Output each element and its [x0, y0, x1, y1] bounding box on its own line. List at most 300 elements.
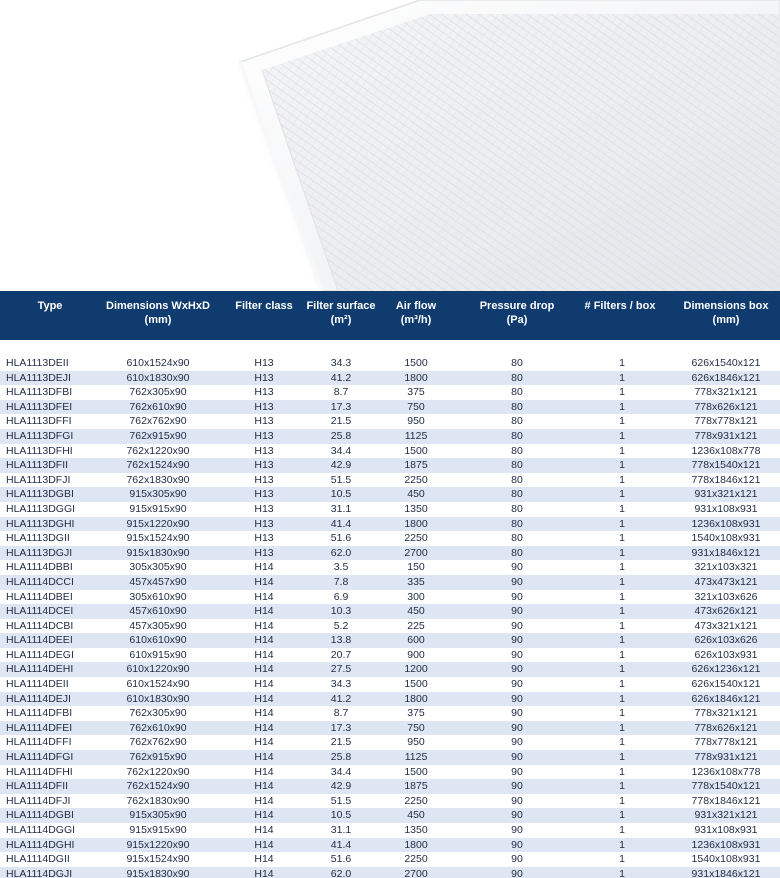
cell-filter-surface: 31.1 — [330, 502, 352, 515]
column-header-dimensions-box — [672, 299, 780, 327]
table-row — [0, 677, 780, 692]
cell-filters-per-box: 1 — [619, 488, 625, 501]
column-header-unit: (mm) — [712, 314, 740, 326]
cell-pressure-drop: 80 — [511, 517, 523, 530]
table-row — [0, 779, 780, 794]
cell-dimensions-box: 778x778x121 — [694, 736, 758, 749]
cell-filter-surface: 41.4 — [330, 838, 352, 851]
cell-filter-class: H13 — [254, 415, 274, 428]
cell-dimensions-box: 931x321x121 — [694, 809, 758, 822]
cell-pressure-drop: 90 — [511, 780, 523, 793]
cell-type: HLA1114DBEI — [6, 590, 73, 603]
cell-filters-per-box: 1 — [619, 444, 625, 457]
cell-pressure-drop: 90 — [511, 648, 523, 661]
cell-dimensions: 762x1220x90 — [126, 444, 190, 457]
cell-pressure-drop: 80 — [511, 400, 523, 413]
cell-pressure-drop: 80 — [511, 415, 523, 428]
cell-filters-per-box: 1 — [619, 415, 625, 428]
cell-filter-class: H14 — [254, 765, 274, 778]
cell-filter-surface: 21.5 — [330, 415, 352, 428]
table-row — [0, 575, 780, 590]
cell-type: HLA1113DGJI — [6, 546, 73, 559]
cell-filter-class: H14 — [254, 561, 274, 574]
cell-dimensions-box: 931x108x931 — [694, 502, 758, 515]
cell-dimensions-box: 931x321x121 — [694, 488, 758, 501]
cell-dimensions: 762x610x90 — [129, 721, 187, 734]
cell-filter-class: H14 — [254, 794, 274, 807]
cell-air-flow: 335 — [407, 575, 425, 588]
column-header-unit: (mm) — [144, 314, 172, 326]
cell-filter-class: H13 — [254, 357, 274, 369]
cell-dimensions: 915x1830x90 — [126, 546, 190, 559]
table-row — [0, 429, 780, 444]
column-header-label: Filter surface — [306, 300, 376, 312]
cell-pressure-drop: 80 — [511, 546, 523, 559]
cell-filters-per-box: 1 — [619, 648, 625, 661]
table-row — [0, 721, 780, 736]
column-header-label: Air flow — [395, 300, 437, 312]
cell-dimensions-box: 1540x108x931 — [691, 853, 761, 866]
cell-filters-per-box: 1 — [619, 634, 625, 647]
cell-filter-surface: 13.8 — [330, 634, 352, 647]
cell-dimensions-box: 931x1846x121 — [691, 546, 761, 559]
cell-filter-class: H14 — [254, 634, 274, 647]
cell-air-flow: 375 — [407, 386, 425, 399]
cell-filters-per-box: 1 — [619, 853, 625, 866]
cell-filter-class: H13 — [254, 473, 274, 486]
table-row — [0, 765, 780, 780]
cell-filter-surface: 42.9 — [330, 459, 352, 472]
cell-dimensions-box: 1540x108x931 — [691, 532, 761, 545]
cell-dimensions-box: 778x321x121 — [694, 386, 758, 399]
cell-pressure-drop: 80 — [511, 459, 523, 472]
cell-air-flow: 750 — [407, 721, 425, 734]
cell-type: HLA1114DFHI — [6, 765, 73, 778]
cell-type: HLA1114DBBI — [6, 561, 73, 574]
cell-filter-surface: 51.5 — [330, 473, 352, 486]
cell-dimensions-box: 626x1846x121 — [691, 692, 761, 705]
cell-air-flow: 450 — [407, 605, 425, 618]
cell-filter-class: H13 — [254, 429, 274, 442]
cell-type: HLA1114DGHI — [6, 838, 75, 851]
cell-dimensions: 762x610x90 — [129, 400, 187, 413]
cell-filter-class: H13 — [254, 517, 274, 530]
table-row — [0, 604, 780, 619]
cell-dimensions-box: 626x1236x121 — [691, 663, 761, 676]
cell-dimensions: 762x915x90 — [129, 429, 187, 442]
cell-dimensions-box: 1236x108x931 — [691, 517, 761, 530]
cell-dimensions-box: 321x103x626 — [694, 590, 758, 603]
table-row — [0, 735, 780, 750]
cell-dimensions-box: 473x473x121 — [694, 575, 758, 588]
cell-dimensions-box: 778x626x121 — [694, 721, 758, 734]
cell-dimensions: 762x1524x90 — [126, 459, 190, 472]
cell-air-flow: 1800 — [404, 838, 428, 851]
cell-dimensions: 610x1830x90 — [126, 371, 190, 384]
cell-filters-per-box: 1 — [619, 678, 625, 691]
table-row — [0, 371, 780, 386]
cell-filter-surface: 41.2 — [330, 371, 352, 384]
cell-pressure-drop: 90 — [511, 809, 523, 822]
cell-filters-per-box: 1 — [619, 517, 625, 530]
cell-dimensions: 915x1830x90 — [126, 867, 190, 878]
cell-filter-class: H13 — [254, 546, 274, 559]
column-header-unit: (m³/h) — [400, 314, 432, 326]
cell-filter-class: H14 — [254, 853, 274, 866]
cell-filter-surface: 3.5 — [333, 561, 349, 574]
cell-dimensions: 762x762x90 — [129, 736, 187, 749]
cell-dimensions: 457x610x90 — [129, 605, 187, 618]
cell-dimensions-box: 778x626x121 — [694, 400, 758, 413]
cell-filter-class: H14 — [254, 809, 274, 822]
cell-dimensions-box: 1236x108x778 — [691, 444, 761, 457]
cell-type: HLA1113DEII — [6, 357, 69, 369]
cell-filter-class: H14 — [254, 824, 274, 836]
cell-air-flow: 900 — [407, 648, 425, 661]
cell-dimensions: 915x915x90 — [129, 502, 187, 515]
cell-pressure-drop: 90 — [511, 619, 523, 632]
cell-filter-surface: 62.0 — [330, 546, 352, 559]
cell-dimensions: 762x1524x90 — [126, 780, 190, 793]
cell-dimensions-box: 473x321x121 — [694, 619, 758, 632]
cell-filter-class: H14 — [254, 867, 274, 878]
cell-filter-class: H14 — [254, 780, 274, 793]
cell-type: HLA1113DGBI — [6, 488, 74, 501]
cell-dimensions-box: 321x103x321 — [694, 561, 758, 574]
table-row — [0, 517, 780, 532]
cell-filter-surface: 31.1 — [330, 824, 352, 836]
table-row — [0, 444, 780, 459]
cell-type: HLA1114DGII — [6, 853, 70, 866]
cell-dimensions: 915x915x90 — [129, 824, 187, 836]
cell-filters-per-box: 1 — [619, 386, 625, 399]
cell-pressure-drop: 90 — [511, 692, 523, 705]
cell-filter-surface: 34.4 — [330, 765, 352, 778]
cell-type: HLA1114DFGI — [6, 751, 74, 764]
cell-filters-per-box: 1 — [619, 692, 625, 705]
cell-filters-per-box: 1 — [619, 532, 625, 545]
cell-pressure-drop: 80 — [511, 371, 523, 384]
cell-filter-surface: 51.5 — [330, 794, 352, 807]
cell-filter-surface: 25.8 — [330, 429, 352, 442]
cell-dimensions: 915x1220x90 — [126, 517, 190, 530]
table-header — [0, 291, 780, 340]
table-row — [0, 473, 780, 488]
cell-type: HLA1113DFII — [6, 459, 69, 472]
cell-type: HLA1113DFEI — [6, 400, 73, 413]
cell-air-flow: 300 — [407, 590, 425, 603]
cell-pressure-drop: 80 — [511, 386, 523, 399]
cell-filter-surface: 10.5 — [330, 809, 352, 822]
cell-dimensions: 610x1220x90 — [126, 663, 190, 676]
cell-dimensions: 915x305x90 — [129, 488, 187, 501]
cell-filter-surface: 8.7 — [333, 386, 349, 399]
cell-pressure-drop: 90 — [511, 867, 523, 878]
cell-pressure-drop: 80 — [511, 357, 523, 369]
cell-filter-surface: 10.5 — [330, 488, 352, 501]
table-row — [0, 546, 780, 561]
cell-filter-class: H13 — [254, 459, 274, 472]
cell-filters-per-box: 1 — [619, 765, 625, 778]
cell-filter-class: H14 — [254, 707, 274, 720]
cell-filter-class: H14 — [254, 838, 274, 851]
cell-filter-class: H14 — [254, 692, 274, 705]
table-row — [0, 794, 780, 809]
cell-filter-surface: 25.8 — [330, 751, 352, 764]
cell-pressure-drop: 90 — [511, 634, 523, 647]
cell-type: HLA1113DGHI — [6, 517, 75, 530]
cell-air-flow: 1875 — [404, 780, 428, 793]
cell-dimensions: 305x305x90 — [129, 561, 187, 574]
cell-air-flow: 1500 — [404, 444, 428, 457]
column-header-air-flow — [384, 299, 448, 327]
cell-dimensions: 610x610x90 — [129, 634, 187, 647]
cell-filter-surface: 17.3 — [330, 400, 352, 413]
cell-air-flow: 1875 — [404, 459, 428, 472]
cell-filter-class: H13 — [254, 444, 274, 457]
cell-dimensions: 915x1524x90 — [126, 532, 190, 545]
cell-type: HLA1113DGGI — [6, 502, 76, 515]
column-header-label: Dimensions WxHxD — [106, 300, 210, 312]
cell-pressure-drop: 80 — [511, 473, 523, 486]
cell-air-flow: 225 — [407, 619, 425, 632]
cell-dimensions: 457x457x90 — [129, 575, 187, 588]
cell-pressure-drop: 90 — [511, 736, 523, 749]
cell-air-flow: 1800 — [404, 517, 428, 530]
cell-air-flow: 600 — [407, 634, 425, 647]
cell-air-flow: 2250 — [404, 794, 428, 807]
cell-filters-per-box: 1 — [619, 838, 625, 851]
cell-filter-class: H14 — [254, 619, 274, 632]
cell-type: HLA1114DGBI — [6, 809, 74, 822]
cell-filter-class: H14 — [254, 721, 274, 734]
cell-filters-per-box: 1 — [619, 605, 625, 618]
cell-filter-surface: 6.9 — [333, 590, 349, 603]
cell-air-flow: 750 — [407, 400, 425, 413]
table-row — [0, 590, 780, 605]
cell-filters-per-box: 1 — [619, 794, 625, 807]
table-row — [0, 414, 780, 429]
cell-air-flow: 1125 — [404, 751, 428, 764]
column-header-label: # Filters / box — [584, 300, 656, 312]
table-row — [0, 619, 780, 634]
cell-dimensions: 610x1524x90 — [126, 357, 190, 369]
cell-dimensions: 762x1220x90 — [126, 765, 190, 778]
table-row — [0, 633, 780, 648]
cell-filter-class: H13 — [254, 400, 274, 413]
cell-dimensions-box: 626x1846x121 — [691, 371, 761, 384]
cell-dimensions-box: 778x321x121 — [694, 707, 758, 720]
cell-filters-per-box: 1 — [619, 400, 625, 413]
cell-type: HLA1114DEGI — [6, 648, 74, 661]
table-row — [0, 838, 780, 853]
cell-filters-per-box: 1 — [619, 357, 625, 369]
cell-filter-class: H13 — [254, 532, 274, 545]
cell-filter-class: H14 — [254, 590, 274, 603]
table-row — [0, 400, 780, 415]
column-header-label: Pressure drop — [479, 300, 555, 312]
cell-dimensions-box: 473x626x121 — [694, 605, 758, 618]
cell-filter-class: H14 — [254, 605, 274, 618]
cell-air-flow: 2250 — [404, 532, 428, 545]
column-header-label: Dimensions box — [683, 300, 769, 312]
cell-dimensions-box: 931x1846x121 — [691, 867, 761, 878]
cell-filters-per-box: 1 — [619, 809, 625, 822]
table-row — [0, 750, 780, 765]
cell-filter-surface: 34.4 — [330, 444, 352, 457]
cell-filters-per-box: 1 — [619, 561, 625, 574]
cell-filter-class: H13 — [254, 488, 274, 501]
cell-dimensions: 762x1830x90 — [126, 473, 190, 486]
cell-type: HLA1114DGJI — [6, 867, 73, 878]
cell-type: HLA1114DFJI — [6, 794, 71, 807]
cell-filter-surface: 34.3 — [330, 678, 352, 691]
cell-filters-per-box: 1 — [619, 619, 625, 632]
cell-pressure-drop: 80 — [511, 532, 523, 545]
table-row — [0, 531, 780, 546]
cell-filters-per-box: 1 — [619, 780, 625, 793]
cell-filters-per-box: 1 — [619, 751, 625, 764]
cell-air-flow: 1500 — [404, 765, 428, 778]
cell-dimensions-box: 778x1540x121 — [691, 459, 761, 472]
table-row — [0, 458, 780, 473]
cell-air-flow: 2700 — [404, 867, 428, 878]
cell-air-flow: 950 — [407, 415, 425, 428]
table-row — [0, 867, 780, 878]
cell-air-flow: 1200 — [404, 663, 428, 676]
cell-dimensions-box: 778x778x121 — [694, 415, 758, 428]
cell-type: HLA1114DEII — [6, 678, 69, 691]
cell-air-flow: 1350 — [404, 502, 428, 515]
cell-type: HLA1114DFBI — [6, 707, 73, 720]
table-row — [0, 648, 780, 663]
cell-filter-surface: 7.8 — [333, 575, 349, 588]
cell-filter-class: H14 — [254, 648, 274, 661]
cell-type: HLA1114DCCI — [6, 575, 74, 588]
cell-dimensions: 762x762x90 — [129, 415, 187, 428]
cell-filter-surface: 27.5 — [330, 663, 352, 676]
cell-pressure-drop: 80 — [511, 502, 523, 515]
cell-filters-per-box: 1 — [619, 663, 625, 676]
cell-filter-surface: 42.9 — [330, 780, 352, 793]
cell-filter-class: H14 — [254, 575, 274, 588]
cell-pressure-drop: 90 — [511, 561, 523, 574]
cell-filter-class: H14 — [254, 751, 274, 764]
cell-pressure-drop: 90 — [511, 838, 523, 851]
cell-dimensions-box: 626x1540x121 — [691, 678, 761, 691]
cell-type: HLA1113DFJI — [6, 473, 71, 486]
cell-filter-class: H14 — [254, 678, 274, 691]
column-header-pressure-drop — [470, 299, 564, 327]
cell-dimensions-box: 626x103x931 — [694, 648, 758, 661]
cell-air-flow: 1800 — [404, 371, 428, 384]
table-row — [0, 706, 780, 721]
cell-dimensions-box: 778x931x121 — [694, 751, 758, 764]
cell-pressure-drop: 80 — [511, 429, 523, 442]
cell-air-flow: 1500 — [404, 357, 428, 369]
cell-air-flow: 1125 — [404, 429, 428, 442]
column-header-label: Filter class — [235, 300, 293, 312]
cell-type: HLA1114DCEI — [6, 605, 74, 618]
cell-filters-per-box: 1 — [619, 824, 625, 836]
cell-filters-per-box: 1 — [619, 429, 625, 442]
filter-panel-image — [0, 0, 780, 291]
cell-pressure-drop: 90 — [511, 794, 523, 807]
table-row — [0, 692, 780, 707]
cell-air-flow: 450 — [407, 488, 425, 501]
cell-type: HLA1114DFEI — [6, 721, 73, 734]
cell-type: HLA1113DFHI — [6, 444, 73, 457]
cell-filters-per-box: 1 — [619, 546, 625, 559]
column-header-type — [0, 299, 100, 313]
cell-air-flow: 450 — [407, 809, 425, 822]
cell-dimensions: 915x305x90 — [129, 809, 187, 822]
cell-dimensions-box: 626x103x626 — [694, 634, 758, 647]
cell-air-flow: 150 — [407, 561, 425, 574]
cell-dimensions-box: 1236x108x778 — [691, 765, 761, 778]
cell-filter-surface: 51.6 — [330, 853, 352, 866]
cell-filter-surface: 41.4 — [330, 517, 352, 530]
cell-filter-surface: 21.5 — [330, 736, 352, 749]
cell-air-flow: 2250 — [404, 473, 428, 486]
column-header-filter-class — [230, 299, 298, 313]
cell-filter-surface: 41.2 — [330, 692, 352, 705]
cell-filter-surface: 62.0 — [330, 867, 352, 878]
table-row — [0, 487, 780, 502]
cell-filter-surface: 5.2 — [333, 619, 349, 632]
cell-type: HLA1114DFFI — [6, 736, 72, 749]
cell-dimensions: 610x1524x90 — [126, 678, 190, 691]
cell-filters-per-box: 1 — [619, 721, 625, 734]
cell-dimensions: 610x915x90 — [129, 648, 187, 661]
product-image — [0, 0, 780, 291]
column-header-filter-surface — [300, 299, 382, 327]
cell-air-flow: 375 — [407, 707, 425, 720]
cell-pressure-drop: 90 — [511, 707, 523, 720]
cell-dimensions: 610x1830x90 — [126, 692, 190, 705]
table-row — [0, 852, 780, 867]
cell-dimensions-box: 931x108x931 — [694, 824, 758, 836]
cell-type: HLA1114DEJI — [6, 692, 71, 705]
cell-filters-per-box: 1 — [619, 736, 625, 749]
cell-filter-surface: 34.3 — [330, 357, 352, 369]
cell-type: HLA1113DFFI — [6, 415, 72, 428]
cell-filter-surface: 10.3 — [330, 605, 352, 618]
column-header-dimensions — [100, 299, 216, 327]
cell-air-flow: 2250 — [404, 853, 428, 866]
cell-filter-surface: 51.6 — [330, 532, 352, 545]
cell-dimensions: 305x610x90 — [129, 590, 187, 603]
table-row — [0, 662, 780, 677]
cell-pressure-drop: 90 — [511, 575, 523, 588]
cell-dimensions: 915x1524x90 — [126, 853, 190, 866]
cell-filters-per-box: 1 — [619, 590, 625, 603]
cell-filters-per-box: 1 — [619, 371, 625, 384]
cell-dimensions-box: 778x1846x121 — [691, 473, 761, 486]
cell-filter-surface: 17.3 — [330, 721, 352, 734]
cell-type: HLA1113DGII — [6, 532, 70, 545]
table-row — [0, 385, 780, 400]
cell-air-flow: 1800 — [404, 692, 428, 705]
cell-filters-per-box: 1 — [619, 459, 625, 472]
cell-pressure-drop: 90 — [511, 765, 523, 778]
table-row — [0, 823, 780, 838]
cell-air-flow: 1500 — [404, 678, 428, 691]
cell-air-flow: 1350 — [404, 824, 428, 836]
cell-pressure-drop: 80 — [511, 488, 523, 501]
cell-dimensions: 762x1830x90 — [126, 794, 190, 807]
cell-filters-per-box: 1 — [619, 867, 625, 878]
